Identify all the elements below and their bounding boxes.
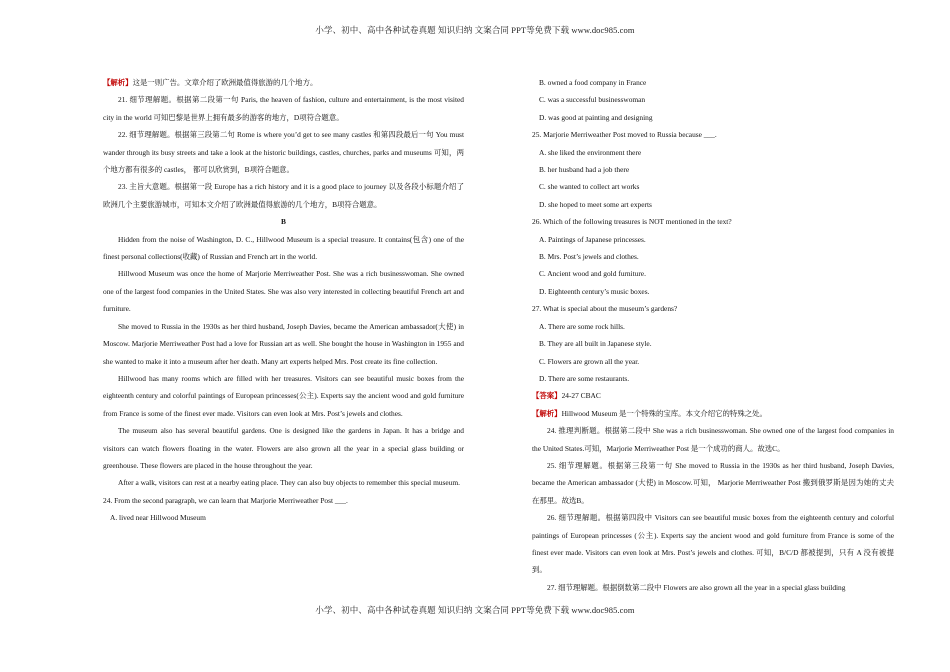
explanation-25: 25. 细节理解题。根据第三段第一句 She moved to Russia in the 1930s as her third husband, Joseph Davies, became the American ambassador (大使) in Moscow.可知， Marjorie Merriweather Post 搬到俄罗斯是因为她的丈夫在那里。故选B。 (532, 460, 894, 505)
explanation-21: 21. 细节理解题。根据第二段第一句 Paris, the heaven of fashion, culture and entertainment, is the most visited city in the world 可知巴黎是世界上拥有最多的游客的地方，D项符合题意。 (103, 95, 464, 122)
right-column (532, 74, 894, 596)
question-24-option-c: C. was a successful businesswoman (539, 95, 646, 105)
question-25-option-c: C. she wanted to collect art works (539, 182, 640, 192)
question-25-option-d: D. she hoped to meet some art experts (539, 199, 652, 209)
explanation-23: 23. 主旨大意题。根据第一段 Europe has a rich history and it is a good place to journey 以及各段小标题介绍了欧洲几个主要旅游城市，可知本文介绍了欧洲最值得旅游的几个地方，B项符合题意。 (103, 182, 464, 209)
question-24-option-d: D. was good at painting and designing (539, 112, 653, 122)
passage-paragraph-1: Hidden from the noise of Washington, D. C., Hillwood Museum is a special treasure. It contains(包含) one of the finest personal collections(收藏) of Russian and French art in the world. (103, 234, 464, 262)
page-header: 小学、初中、高中各种试卷真题 知识归纳 文案合同 PPT等免费下载 www.doc985.com (315, 25, 635, 35)
question-27-option-b: B. They are all built in Japanese style. (539, 339, 652, 349)
question-27-option-a: A. There are some rock hills. (539, 321, 625, 331)
question-27-option-d: D. There are some restaurants. (539, 373, 630, 383)
passage-paragraph-4: Hillwood has many rooms which are filled with her treasures. Visitors can see beautiful music boxes from the eighteenth century and colorful paintings of European princesses(公主). Experts say the ancient wood and gold furniture from France is some of the finest ever made. Visitors can even look at Mrs. Post’s jewels and clothes. (103, 373, 464, 418)
question-24-option-b: B. owned a food company in France (539, 78, 647, 87)
passage-paragraph-2: Hillwood Museum was once the home of Marjorie Merriweather Post. She was a rich businesswoman. She owned one of the largest food companies in the United States. She was also very interested in collecting beautiful French art and furniture. (103, 269, 464, 314)
question-25: 25. Marjorie Merriweather Post moved to Russia because ___. (532, 130, 717, 140)
explanation-26: 26. 细节理解题。根据第四段中 Visitors can see beautiful music boxes from the eighteenth century and colorful paintings of European princesses (公主). Experts say the ancient wood and gold furniture from France is some of the finest ever made. Visitors can even look at Mrs. Post’s jewels and clothes. 可知，B/C/D 都被提到，只有 A 没有被提到。 (532, 513, 894, 575)
question-26-option-d: D. Eighteenth century’s music boxes. (539, 286, 650, 296)
analysis-intro-text: 这是一则广告。文章介绍了欧洲最值得旅游的几个地方。 (132, 78, 318, 87)
answer-text: 24-27 CBAC (561, 391, 601, 401)
analysis-intro (103, 74, 464, 91)
answer-tag: 【答案】 (532, 391, 562, 401)
explanation-22: 22. 细节理解题。根据第三段第二句 Rome is where you’d get to see many castles 和第四段最后一句 You must wander through its busy streets and take a look at the historic buildings, castles, churches, parks and museums 可知，两个地方都有很多的 castles， 都可以欣赏到，B项符合题意。 (103, 130, 464, 175)
question-24: 24. From the second paragraph, we can learn that Marjorie Merriweather Post ___. (103, 495, 348, 505)
question-26-option-a: A. Paintings of Japanese princesses. (539, 234, 646, 244)
passage-paragraph-5: The museum also has several beautiful gardens. One is designed like the gardens in Japan. It has a bridge and visitors can watch flowers floating in the water. Flowers are also grown all the year in a special glass building or greenhouse. These flowers are placed in the house throughout the year. (103, 426, 464, 470)
passage-paragraph-6: After a walk, visitors can rest at a nearby eating place. They can also buy objects to remember this special museum. (118, 478, 460, 488)
analysis-intro-b (532, 405, 894, 422)
passage-paragraph-3: She moved to Russia in the 1930s as her third husband, Joseph Davies, became the American ambassador(大使) in Moscow. Marjorie Merriweather Post had a love for Russian art as well. She bought the house in Washington in 1955 and she wanted to make it into a museum after her death. Many art experts helped Mrs. Post create its fine collection. (103, 321, 464, 366)
section-heading: B (281, 217, 286, 227)
left-column (103, 74, 464, 527)
analysis-tag: 【解析】 (103, 78, 133, 87)
analysis-tag-b: 【解析】 (532, 408, 562, 418)
question-27-option-c: C. Flowers are grown all the year. (539, 356, 640, 366)
question-26-option-b: B. Mrs. Post’s jewels and clothes. (539, 252, 639, 262)
question-25-option-b: B. her husband had a job there (539, 165, 630, 175)
question-26: 26. Which of the following treasures is NOT mentioned in the text? (532, 217, 732, 227)
question-25-option-a: A. she liked the environment there (539, 147, 642, 157)
question-24-option-a: A. lived near Hillwood Museum (110, 513, 206, 523)
question-27: 27. What is special about the museum’s gardens? (532, 304, 678, 314)
answer-line (532, 387, 894, 404)
explanation-24: 24. 推理判断题。根据第二段中 She was a rich businesswoman. She owned one of the largest food companies in the United States.可知，Marjorie Merriweather Post 是一个成功的商人。故选C。 (532, 426, 894, 453)
explanation-27: 27. 细节理解题。根据倒数第二段中 Flowers are also grown all the year in a special glass building (547, 582, 846, 592)
analysis-intro-b-text: Hillwood Museum 是一个特殊的宝库。本文介绍它的特殊之处。 (561, 408, 767, 418)
page-footer: 小学、初中、高中各种试卷真题 知识归纳 文案合同 PPT等免费下载 www.doc985.com (315, 605, 635, 615)
question-26-option-c: C. Ancient wood and gold furniture. (539, 269, 646, 279)
